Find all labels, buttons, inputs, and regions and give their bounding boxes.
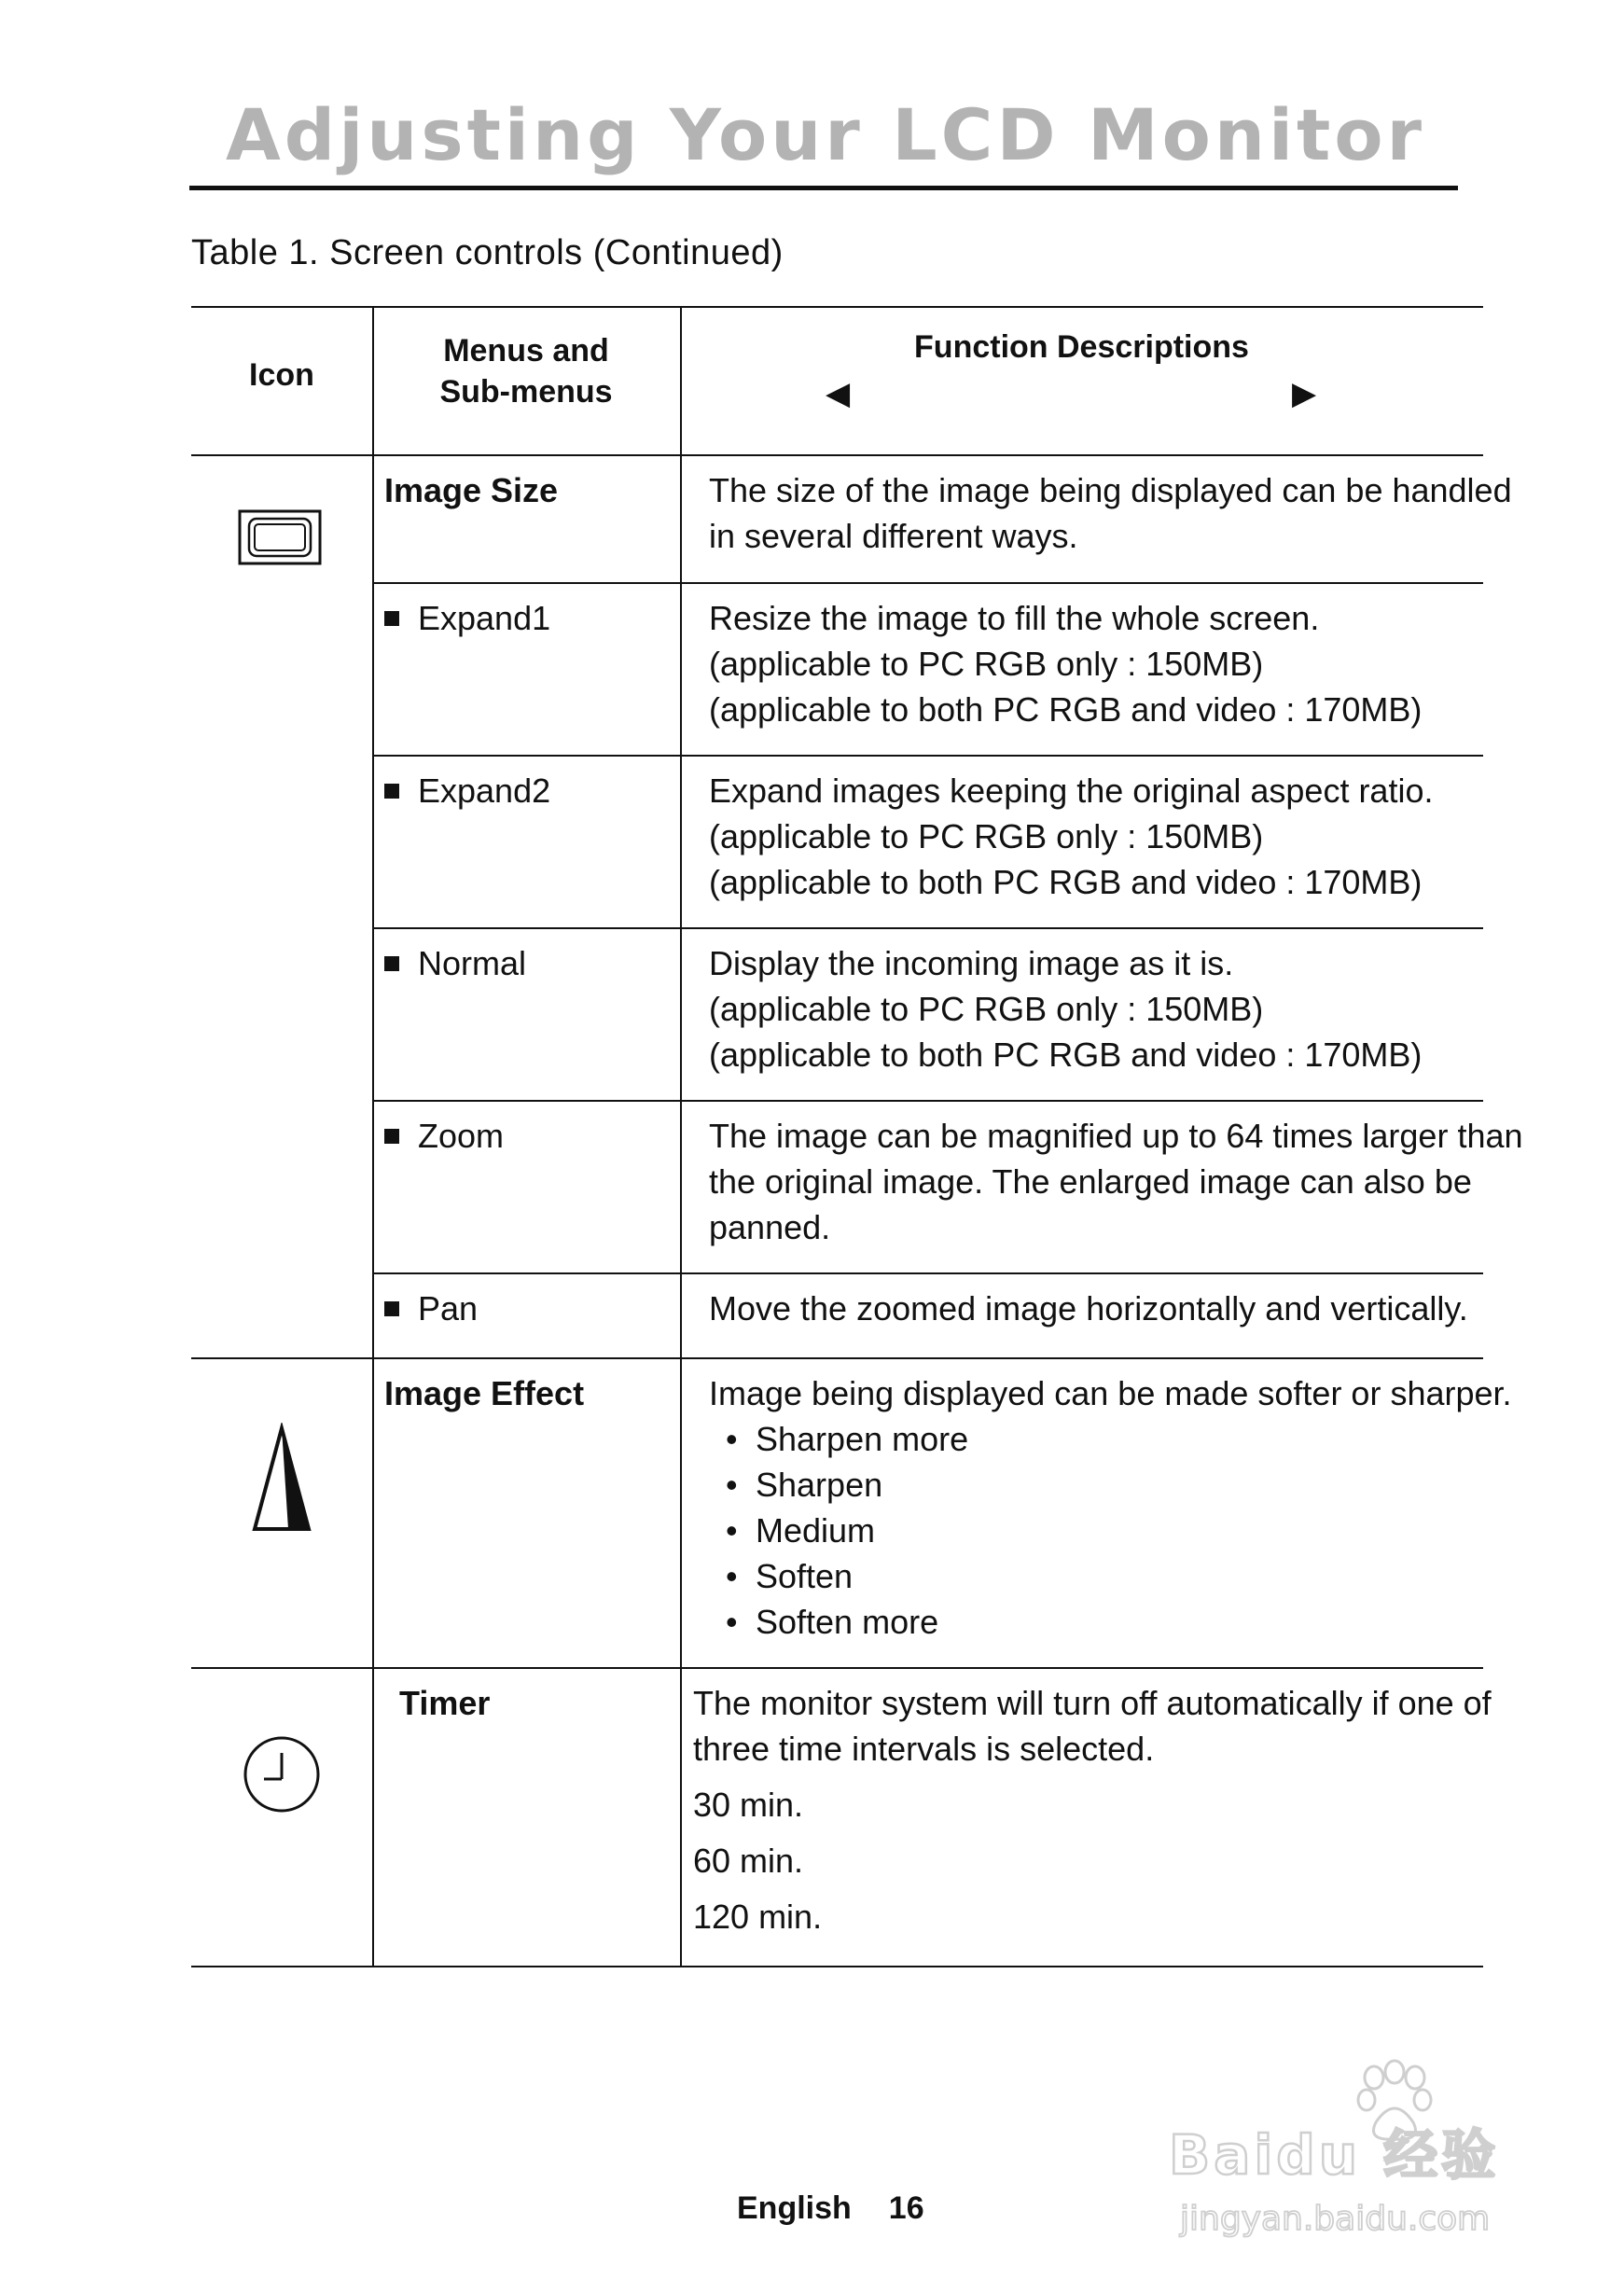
square-bullet-icon — [384, 611, 399, 626]
header-function: Function Descriptions — [914, 329, 1249, 365]
page-footer — [737, 2190, 924, 2227]
timer-option: 30 min. — [693, 1786, 804, 1824]
option-label: Medium — [756, 1511, 876, 1550]
desc-line: Move the zoomed image horizontally and vertically. — [709, 1289, 1468, 1328]
header-menus-line1: Menus and — [443, 333, 609, 368]
table-row — [191, 1102, 1523, 1274]
timer-option: 60 min. — [693, 1842, 804, 1880]
table-row — [191, 1669, 1492, 1967]
desc-pan — [709, 1286, 1483, 1331]
menu-timer: Timer — [399, 1684, 491, 1722]
list-item: • Soften more — [726, 1603, 939, 1641]
desc-line: Image being displayed can be made softer or sharper. — [709, 1374, 1512, 1412]
option-label: Soften — [756, 1557, 854, 1595]
submenu-zoom — [384, 1113, 673, 1159]
desc-line: (applicable to PC RGB only : 150MB) — [709, 990, 1264, 1028]
desc-line: panned. — [709, 1208, 831, 1246]
table-row — [191, 1274, 1483, 1359]
baidu-watermark — [1161, 2057, 1553, 2244]
list-item: • Sharpen — [726, 1466, 883, 1504]
desc-line: The image can be magnified up to 64 times larger than — [709, 1117, 1523, 1155]
desc-line: (applicable to both PC RGB and video : 170MB) — [709, 863, 1423, 901]
table-header-row — [191, 308, 1483, 456]
menu-image-size: Image Size — [384, 471, 559, 509]
desc-expand1 — [709, 595, 1483, 732]
desc-line: (applicable to both PC RGB and video : 170MB) — [709, 1036, 1423, 1074]
submenu-label: Zoom — [418, 1117, 505, 1155]
submenu-expand2 — [384, 768, 673, 813]
table-caption: Table 1. Screen controls (Continued) — [191, 233, 784, 272]
desc-line: the original image. The enlarged image can also be — [709, 1162, 1472, 1201]
table-row — [191, 456, 1512, 584]
desc-zoom — [709, 1113, 1523, 1250]
desc-line: (applicable to both PC RGB and video : 170MB) — [709, 690, 1423, 729]
desc-line: (applicable to PC RGB only : 150MB) — [709, 817, 1264, 855]
desc-line: (applicable to PC RGB only : 150MB) — [709, 645, 1264, 683]
desc-line: The size of the image being displayed can be handled — [709, 471, 1512, 509]
list-item: • Sharpen more — [726, 1420, 969, 1458]
submenu-label: Expand1 — [418, 599, 551, 637]
submenu-label: Pan — [418, 1289, 479, 1328]
menu-image-effect: Image Effect — [384, 1374, 585, 1412]
table-row — [191, 584, 1483, 757]
submenu-pan — [384, 1286, 673, 1331]
table-row — [191, 1359, 1512, 1669]
option-label: Sharpen — [756, 1466, 883, 1504]
screen-controls-table — [191, 306, 1523, 1967]
desc-image-size — [709, 467, 1512, 559]
arrow-left-icon: ◀ — [826, 376, 851, 411]
page-number: 16 — [888, 2190, 924, 2226]
arrow-right-icon: ▶ — [1292, 376, 1317, 411]
list-item: • Soften — [726, 1557, 854, 1595]
desc-line: Expand images keeping the original aspect ratio. — [709, 772, 1434, 810]
desc-line: Display the incoming image as it is. — [709, 944, 1234, 982]
desc-line: Resize the image to fill the whole screen. — [709, 599, 1320, 637]
sharpness-icon — [191, 1423, 372, 1535]
square-bullet-icon — [384, 1301, 399, 1316]
table-row — [191, 757, 1483, 929]
effect-options-list — [709, 1416, 1483, 1645]
clock-icon — [191, 1732, 372, 1816]
desc-normal — [709, 940, 1483, 1077]
square-bullet-icon — [384, 784, 399, 799]
header-menus — [372, 330, 680, 412]
watermark-brand: Baidu 经验 — [1169, 2123, 1500, 2187]
footer-language: English — [737, 2190, 852, 2226]
submenu-label: Expand2 — [418, 772, 551, 810]
option-label: Soften more — [756, 1603, 939, 1641]
watermark-url: jingyan.baidu.com — [1180, 2200, 1491, 2238]
submenu-normal — [384, 940, 673, 986]
desc-line: in several different ways. — [709, 517, 1078, 555]
list-item: • Medium — [726, 1511, 876, 1550]
header-icon: Icon — [249, 357, 314, 393]
timer-option: 120 min. — [693, 1898, 823, 1936]
desc-image-effect — [709, 1370, 1512, 1645]
title-rule — [189, 186, 1458, 190]
submenu-expand1 — [384, 595, 673, 641]
desc-line: three time intervals is selected. — [693, 1730, 1155, 1768]
square-bullet-icon — [384, 956, 399, 971]
desc-timer — [693, 1680, 1492, 1939]
table-row — [191, 929, 1483, 1102]
image-size-group — [191, 456, 1523, 1359]
submenu-label: Normal — [418, 944, 527, 982]
page-title: Adjusting Your LCD Monitor — [225, 93, 1426, 176]
desc-line: The monitor system will turn off automatically if one of — [693, 1684, 1492, 1722]
header-menus-line2: Sub-menus — [439, 374, 613, 410]
square-bullet-icon — [384, 1129, 399, 1144]
option-label: Sharpen more — [756, 1420, 969, 1458]
desc-expand2 — [709, 768, 1483, 905]
